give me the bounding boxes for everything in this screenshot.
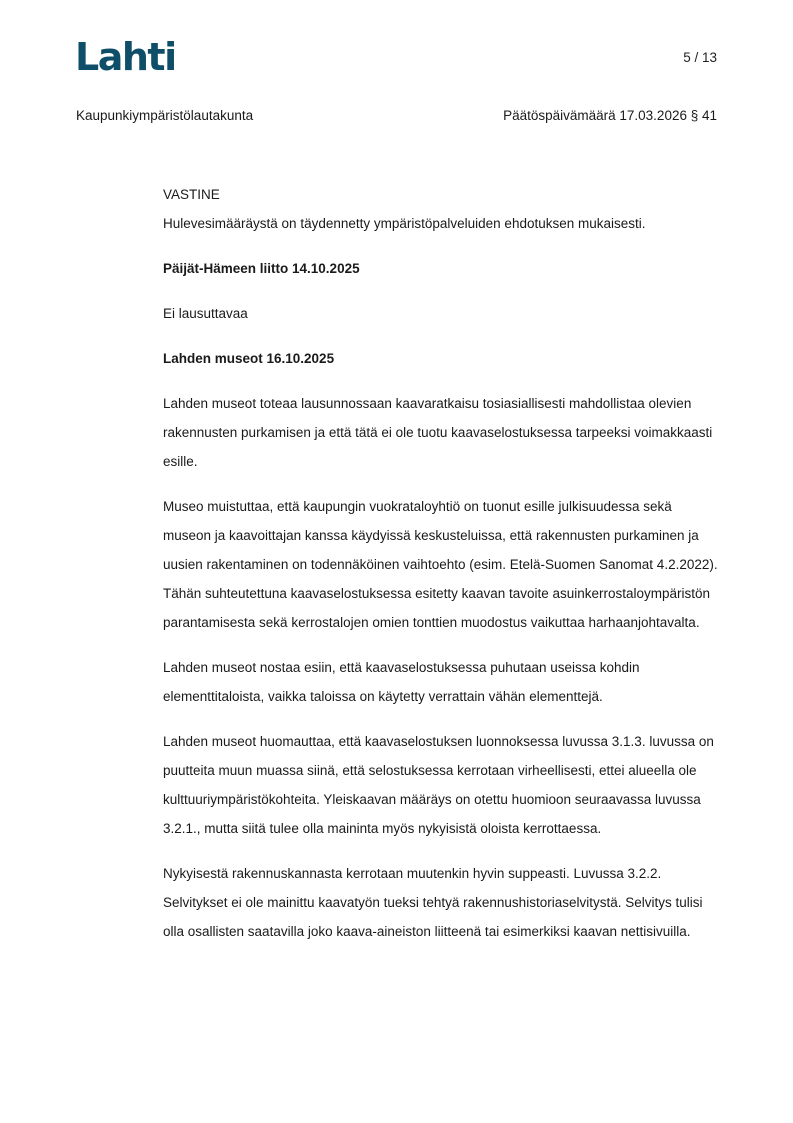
paragraph: Lahden museot nostaa esiin, että kaavaselostuksessa puhutaan useissa kohdin elementtitaloista, vaikka taloissa on käytetty verrattain vähän elementtejä.: [163, 660, 640, 704]
vastine-label: VASTINE: [163, 187, 220, 202]
paragraph: Nykyisestä rakennuskannasta kerrotaan muutenkin hyvin suppeasti. Luvussa 3.2.2. Selvitykset ei ole mainittu kaavatyön tueksi tehtyä rakennushistoriaselvitystä. Selvitys tulisi olla osallisten saatavilla joko kaava-aineiston liitteenä tai esimerkiksi kaavan nettisivuilla.: [163, 866, 703, 939]
vastine-text: Hulevesimääräystä on täydennetty ympäristöpalveluiden ehdotuksen mukaisesti.: [163, 216, 646, 231]
decision-date: Päätöspäivämäärä 17.03.2026 § 41: [503, 108, 717, 123]
paragraph: Lahden museot huomauttaa, että kaavaselostuksen luonnoksessa luvussa 3.1.3. luvussa on puutteita muun muassa siinä, että selostuksessa kerrotaan virheellisesti, ettei alueella ole kulttuuriympäristökohteita. Yleiskaavan määräys on otettu huomioon seuraavassa luvussa 3.2.1., mutta siitä tulee olla maininta myös nykyisistä oloista kerrottaessa.: [163, 734, 714, 836]
document-body: [163, 180, 723, 962]
section-heading-paijat-hame: Päijät-Hämeen liitto 14.10.2025: [163, 261, 360, 276]
section-heading-lahden-museot: Lahden museot 16.10.2025: [163, 351, 335, 366]
paragraph: Museo muistuttaa, että kaupungin vuokrataloyhtiö on tuonut esille julkisuudessa sekä museon ja kaavoittajan kanssa käydyissä keskusteluissa, että rakennusten purkaminen ja uusien rakentaminen on todennäköinen vaihtoehto (esim. Etelä-Suomen Sanomat 4.2.2022). Tähän suhteutettuna kaavaselostuksessa esitetty kaavan tavoite asuinkerrostaloympäristön parantamisesta sekä kerrostalojen omien tonttien muodostus vaikuttaa harhaanjohtavalta.: [163, 499, 718, 630]
lahti-logo: Lahti: [75, 35, 176, 79]
section-text-paijat-hame: Ei lausuttavaa: [163, 306, 248, 321]
organization-name: Kaupunkiympäristölautakunta: [76, 108, 254, 123]
page-number: 5 / 13: [683, 50, 717, 65]
paragraph: Lahden museot toteaa lausunnossaan kaavaratkaisu tosiasiallisesti mahdollistaa olevien rakennusten purkamisen ja että tätä ei ole tuotu kaavaselostuksessa tarpeeksi voimakkaasti esille.: [163, 396, 713, 469]
